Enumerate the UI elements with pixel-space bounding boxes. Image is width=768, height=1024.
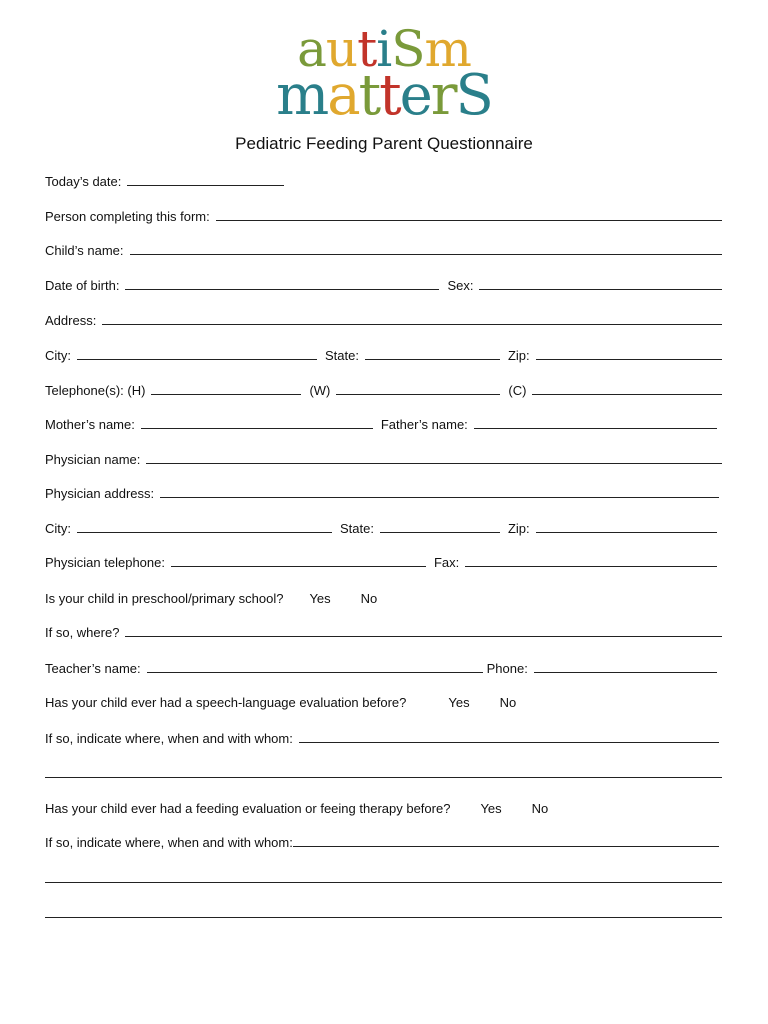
physician-name-label: Physician name: <box>45 452 141 467</box>
logo-letter: m <box>276 63 328 128</box>
telephones-row <box>45 380 722 398</box>
physician-address-row <box>45 483 719 501</box>
dob-field[interactable] <box>125 289 439 290</box>
physician-state-label: State: <box>340 521 374 536</box>
speech-no-option[interactable]: No <box>499 695 517 710</box>
speech-yes-option[interactable]: Yes <box>448 695 470 710</box>
physician-city-state-zip-row <box>45 518 717 536</box>
feeding-details-row <box>45 832 719 850</box>
state-label: State: <box>325 348 359 363</box>
city-label: City: <box>45 348 71 363</box>
feeding-question-row <box>45 798 722 816</box>
physician-name-row <box>45 449 722 467</box>
speech-question-label: Has your child ever had a speech-language evaluation before? <box>45 695 407 710</box>
physician-telephone-field[interactable] <box>171 566 426 567</box>
todays-date-label: Today’s date: <box>45 174 122 189</box>
physician-zip-label: Zip: <box>507 521 530 536</box>
city-state-zip-row <box>45 345 722 363</box>
logo-letter: r <box>430 63 456 128</box>
telephone-home-label: Telephone(s): (H) <box>45 383 146 398</box>
person-completing-field[interactable] <box>216 220 722 221</box>
dob-label: Date of birth: <box>45 278 120 293</box>
logo-letter: a <box>327 63 359 128</box>
city-field[interactable] <box>77 359 317 360</box>
fathers-name-field[interactable] <box>474 428 717 429</box>
sex-field[interactable] <box>479 289 722 290</box>
physician-name-field[interactable] <box>146 463 722 464</box>
childs-name-row <box>45 240 722 258</box>
fathers-name-label: Father’s name: <box>380 417 468 432</box>
speech-details-row <box>45 728 719 746</box>
logo-letter: u <box>325 20 358 78</box>
teachers-name-field[interactable] <box>147 672 483 673</box>
feeding-no-option[interactable]: No <box>531 801 549 816</box>
feeding-question-label: Has your child ever had a feeding evaluation or feeing therapy before? <box>45 801 451 816</box>
person-completing-row <box>45 206 722 224</box>
school-where-label: If so, where? <box>45 625 120 640</box>
physician-city-label: City: <box>45 521 71 536</box>
school-question-row <box>45 588 722 606</box>
address-field[interactable] <box>102 324 722 325</box>
physician-state-field[interactable] <box>380 532 500 533</box>
teacher-phone-field[interactable] <box>534 672 717 673</box>
school-question-label: Is your child in preschool/primary school? <box>45 591 284 606</box>
sex-label: Sex: <box>447 278 474 293</box>
school-where-row <box>45 622 722 640</box>
logo-letter: t <box>379 63 400 128</box>
physician-city-field[interactable] <box>77 532 332 533</box>
mothers-name-field[interactable] <box>141 428 373 429</box>
parents-row <box>45 414 717 432</box>
teacher-phone-label: Phone: <box>486 661 528 676</box>
logo-letter: e <box>399 63 431 128</box>
physician-address-label: Physician address: <box>45 486 155 501</box>
school-no-option[interactable]: No <box>360 591 378 606</box>
childs-name-label: Child’s name: <box>45 243 124 258</box>
logo-letter: t <box>358 63 380 128</box>
todays-date-row <box>45 171 722 189</box>
zip-field[interactable] <box>536 359 722 360</box>
logo-letter: S <box>391 20 425 78</box>
fax-label: Fax: <box>433 555 460 570</box>
logo-letter: i <box>376 20 392 78</box>
physician-telephone-row <box>45 552 717 570</box>
school-yes-option[interactable]: Yes <box>309 591 331 606</box>
logo-letter: m <box>424 20 471 78</box>
telephone-cell-label: (C) <box>508 383 527 398</box>
address-label: Address: <box>45 313 97 328</box>
feeding-details-line-3[interactable] <box>45 917 722 918</box>
telephone-work-label: (W) <box>309 383 331 398</box>
todays-date-field[interactable] <box>127 185 284 186</box>
physician-zip-field[interactable] <box>536 532 717 533</box>
speech-question-row <box>45 692 722 710</box>
physician-telephone-label: Physician telephone: <box>45 555 165 570</box>
teacher-row <box>45 658 717 676</box>
zip-label: Zip: <box>507 348 530 363</box>
speech-details-field[interactable] <box>299 742 719 743</box>
logo-matters <box>0 63 768 128</box>
logo-letter: S <box>455 63 492 128</box>
teachers-name-label: Teacher’s name: <box>45 661 141 676</box>
physician-address-field[interactable] <box>160 497 719 498</box>
speech-details-line-2[interactable] <box>45 777 722 778</box>
feeding-details-label: If so, indicate where, when and with whom: <box>45 835 293 850</box>
speech-details-label: If so, indicate where, when and with whom: <box>45 731 293 746</box>
feeding-details-line-2[interactable] <box>45 882 722 883</box>
telephone-home-field[interactable] <box>151 394 301 395</box>
mothers-name-label: Mother’s name: <box>45 417 135 432</box>
childs-name-field[interactable] <box>130 254 722 255</box>
dob-sex-row <box>45 275 722 293</box>
logo-letter: a <box>297 20 326 78</box>
telephone-work-field[interactable] <box>336 394 500 395</box>
feeding-yes-option[interactable]: Yes <box>480 801 502 816</box>
feeding-details-field[interactable] <box>293 846 719 847</box>
logo-letter: t <box>357 20 377 78</box>
state-field[interactable] <box>365 359 500 360</box>
address-row <box>45 310 722 328</box>
person-completing-label: Person completing this form: <box>45 209 210 224</box>
page-title: Pediatric Feeding Parent Questionnaire <box>235 134 533 153</box>
telephone-cell-field[interactable] <box>532 394 722 395</box>
school-where-field[interactable] <box>125 636 722 637</box>
fax-field[interactable] <box>465 566 717 567</box>
